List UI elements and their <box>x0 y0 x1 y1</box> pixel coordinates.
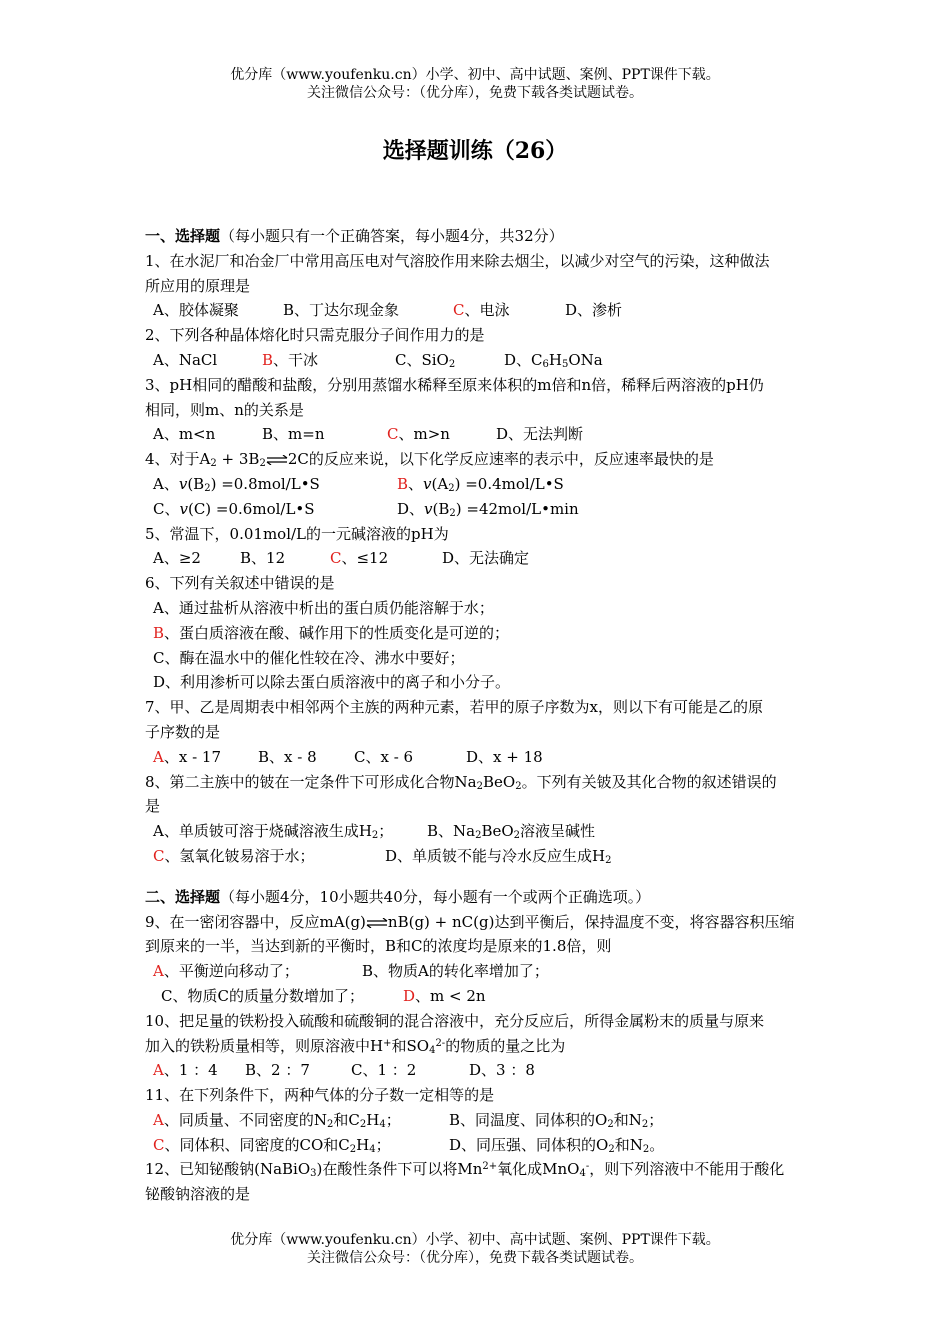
footer-line-1: 优分库（www.youfenku.cn）小学、初中、高中试题、案例、PPT课件下载。 <box>230 1232 720 1248</box>
q5-option-c-text: 、≤12 <box>341 549 389 568</box>
q12-sup-1: 2+ <box>482 1161 498 1173</box>
q9-answer-a: A <box>153 962 164 981</box>
q11-a-sub-1: 2 <box>326 1118 334 1130</box>
q11-b-mid: 和N <box>613 1110 642 1129</box>
q11-d-sub-2: 2 <box>642 1143 650 1155</box>
q11-d-sub-1: 2 <box>608 1143 615 1155</box>
q11-answer-c: C <box>153 1135 165 1154</box>
q5-answer-c: C <box>330 549 342 568</box>
q9-answer-d: D <box>403 986 416 1005</box>
q2-option-a: A、NaCl <box>153 350 218 369</box>
q11-option-c <box>153 1133 449 1158</box>
q10-option-d: D、3 ：8 <box>469 1061 535 1080</box>
q2-option-c-sub: 2 <box>448 358 456 370</box>
q12-stem-mid-2: 氧化成MnO <box>497 1160 580 1179</box>
q4-b-post: ) =0.4mol/L•S <box>454 474 564 493</box>
q1-stem-line-1: 1、在水泥厂和冶金厂中常用高压电对气溶胶作用来除去烟尘，以减少对空气的污染，这种做法 <box>145 251 770 270</box>
q1-stem-line-2: 所应用的原理是 <box>145 276 251 295</box>
q10-stem-post: 的物质的量之比为 <box>445 1036 566 1055</box>
q1-option-b: B、丁达尔现金象 <box>283 301 400 320</box>
q11-d-mid: 和N <box>614 1135 643 1154</box>
q8-b-sub-1: 2 <box>475 830 482 842</box>
q8-stem-line-2: 是 <box>145 797 161 816</box>
q10-stem-mid: 和SO <box>391 1036 430 1055</box>
q10-sub-1: 4 <box>429 1044 436 1056</box>
q2-d-part-2: H <box>548 350 562 369</box>
q11-a-post: ； <box>385 1110 401 1129</box>
q4-option-a <box>153 472 397 497</box>
q4-d-post: ) =42mol/L•min <box>455 499 579 518</box>
q4-c-v: v <box>179 499 188 518</box>
q10-stem-pre: 加入的铁粉质量相等，则原溶液中H <box>145 1036 384 1055</box>
q9-options-row-1 <box>145 959 843 984</box>
q8-a-pre: A、单质铍可溶于烧碱溶液生成H <box>153 822 372 841</box>
q4-d-sub: 2 <box>449 507 456 519</box>
q8-a-post: ； <box>378 822 394 841</box>
q8-stem-post: 。下列有关铍及其化合物的叙述错误的 <box>521 772 777 791</box>
q11-a-pre: 、同质量、不同密度的N <box>163 1110 327 1129</box>
q9-stem-pre: 9、在一密闭容器中，反应mA(g) <box>145 912 366 931</box>
q1-options <box>145 298 843 323</box>
q10-sup-2: 2- <box>435 1037 446 1049</box>
q9-stem-mid: nB(g) + nC(g) <box>387 912 495 931</box>
q10-stem-line-1: 10、把足量的铁粉投入硫酸和硫酸铜的混合溶液中，充分反应后，所得金属粉末的质量与原来 <box>145 1011 765 1030</box>
q11-b-sub-2: 2 <box>641 1118 649 1130</box>
header <box>0 66 950 102</box>
equilibrium-arrow-icon <box>266 455 288 465</box>
q4-option-c <box>153 497 397 522</box>
header-line-1: 优分库（www.youfenku.cn）小学、初中、高中试题、案例、PPT课件下载。 <box>230 67 720 83</box>
q3-option-c-text: 、m>n <box>398 425 450 444</box>
q11-options-row-2 <box>145 1133 843 1158</box>
footer <box>0 1231 950 1267</box>
section-1-note: （每小题只有一个正确答案，每小题4分，共32分） <box>220 227 564 245</box>
q8-answer-c: C <box>153 846 165 865</box>
q6-stem: 6、下列有关叙述中错误的是 <box>145 574 335 593</box>
q6-option-a: A、通过盐析从溶液中析出的蛋白质仍能溶解于水； <box>153 598 494 617</box>
q8-b-sub-2: 2 <box>513 830 521 842</box>
q8-b-pre: B、Na <box>427 822 476 841</box>
q2-option-d <box>504 348 603 373</box>
q8-stem-line-1 <box>145 770 843 795</box>
q8-b-post: 溶液呈碱性 <box>520 822 596 841</box>
q7-option-a <box>153 745 258 770</box>
q12-stem-line-1 <box>145 1157 843 1182</box>
q8-stem-pre: 8、第二主族中的铍在一定条件下可形成化合物Na <box>145 772 477 791</box>
q4-d-v: v <box>424 499 433 518</box>
q12-sub-1: 3 <box>310 1168 317 1180</box>
q4-options-row-2 <box>145 497 843 522</box>
q2-d-sub-1: 6 <box>542 358 549 370</box>
q4-d-txt: (B <box>432 499 450 518</box>
q4-stem-pre: 4、对于A <box>145 450 211 469</box>
header-line-2: 关注微信公众号：（优分库），免费下载各类试题试卷。 <box>307 85 643 101</box>
q4-stem-post: 的反应来说，以下化学反应速率的表示中，反应速率最快的是 <box>308 450 714 469</box>
q8-d-sub: 2 <box>605 854 612 866</box>
q4-d-label: D、 <box>397 499 425 518</box>
section-2-label: 二、选择题 <box>145 887 221 906</box>
q2-option-b-text: 、干冰 <box>273 350 319 369</box>
q6-option-c: C、酶在温水中的催化性较在冷、沸水中要好； <box>153 648 465 667</box>
q9-option-d <box>403 984 486 1009</box>
q4-b-sub: 2 <box>448 482 455 494</box>
q11-c-pre: 、同体积、同密度的CO和C <box>164 1135 350 1154</box>
q4-option-b <box>397 472 564 497</box>
q8-option-c-text: 、氢氧化铍易溶于水； <box>164 846 315 865</box>
section-2-note: （每小题4分，10小题共40分，每小题有一个或两个正确选项。） <box>220 887 651 906</box>
q11-c-sub-2: 4 <box>369 1143 376 1155</box>
q11-a-sub-2: 2 <box>359 1118 367 1130</box>
q4-a-txt: (B <box>187 474 205 493</box>
q8-sub-2: 2 <box>515 780 522 792</box>
q11-d-pre: D、同压强、同体积的O <box>449 1135 609 1154</box>
q8-option-a <box>153 819 427 844</box>
q5-option-b: B、12 <box>240 549 286 568</box>
q2-d-sub-2: 5 <box>561 358 569 370</box>
q8-stem-mid: BeO <box>483 772 516 791</box>
q3-option-c <box>387 422 496 447</box>
q9-option-b: B、物质A的转化率增加了； <box>362 962 549 981</box>
q8-a-sub: 2 <box>371 830 379 842</box>
q11-answer-a: A <box>153 1110 164 1129</box>
q3-option-b: B、m=n <box>262 425 325 444</box>
q4-a-post: ) =0.8mol/L•S <box>210 474 320 493</box>
q9-option-a <box>153 959 362 984</box>
q11-b-post: ； <box>648 1110 664 1129</box>
q8-option-d <box>385 844 611 869</box>
q9-stem-line-1 <box>145 910 843 935</box>
q4-sub-2: 2 <box>259 458 266 470</box>
q10-stem-line-2 <box>145 1034 843 1059</box>
q2-options <box>145 348 843 373</box>
q1-option-c <box>453 298 565 323</box>
footer-line-2: 关注微信公众号：（优分库），免费下载各类试题试卷。 <box>307 1250 643 1266</box>
section-1-label: 一、选择题 <box>145 227 221 245</box>
q3-option-d: D、无法判断 <box>496 425 584 444</box>
q12-sub-2: 4 <box>579 1168 586 1180</box>
q4-b-v: v <box>423 474 432 493</box>
q11-option-d <box>449 1133 664 1158</box>
q11-c-sub-1: 2 <box>349 1143 357 1155</box>
q1-option-d: D、渗析 <box>565 301 623 320</box>
equilibrium-arrow-icon <box>366 918 388 928</box>
q12-stem-pre: 12、已知铋酸钠(NaBiO <box>145 1160 311 1179</box>
q8-d-pre: D、单质铍不能与冷水反应生成H <box>385 846 606 865</box>
q10-option-a-text: 、1 ：4 <box>163 1061 218 1080</box>
q4-a-v: v <box>178 474 188 493</box>
q1-answer-c: C <box>453 301 465 320</box>
q2-stem: 2、下列各种晶体熔化时只需克服分子间作用力的是 <box>145 326 485 345</box>
q11-stem: 11、在下列条件下，两种气体的分子数一定相等的是 <box>145 1086 495 1105</box>
q10-option-b: B、2 ：7 <box>245 1061 310 1080</box>
q6-option-d: D、利用渗析可以除去蛋白质溶液中的离子和小分子。 <box>153 673 511 692</box>
q2-d-part-1: D、C <box>504 350 543 369</box>
q7-option-b: B、x - 8 <box>258 747 317 766</box>
q7-stem-line-2: 子序数的是 <box>145 722 221 741</box>
q7-option-c: C、x - 6 <box>354 747 414 766</box>
q4-a-label: A、 <box>153 474 179 493</box>
q11-a-mid-2: H <box>366 1110 380 1129</box>
q11-d-post: 。 <box>649 1135 665 1154</box>
q6-option-b <box>145 621 843 646</box>
section-2-heading <box>145 885 843 910</box>
q12-stem-line-2: 铋酸钠溶液的是 <box>145 1185 251 1204</box>
q7-option-a-text: 、x - 17 <box>163 747 221 766</box>
q5-stem: 5、常温下，0.01mol/L的一元碱溶液的pH为 <box>145 524 449 543</box>
q2-option-c-text: C、SiO <box>395 350 449 369</box>
section-1-heading <box>145 224 843 249</box>
q3-stem-line-2: 相同，则m、n的关系是 <box>145 400 304 419</box>
q8-options-row-1 <box>145 819 843 844</box>
q4-answer-b: B <box>397 474 409 493</box>
q3-option-a: A、m<n <box>153 425 216 444</box>
q4-options-row-1 <box>145 472 843 497</box>
q11-c-post: ； <box>375 1135 391 1154</box>
q9-option-c: C、物质C的质量分数增加了； <box>161 986 364 1005</box>
q4-stem-mid: + 3B <box>216 450 260 469</box>
q8-b-mid: BeO <box>481 822 514 841</box>
q3-answer-c: C <box>387 425 399 444</box>
q10-option-c: C、1 ：2 <box>351 1061 417 1080</box>
q10-option-a <box>153 1058 245 1083</box>
q9-stem-post: 达到平衡后，保持温度不变，将容器容积压缩 <box>494 912 795 931</box>
q4-a-sub: 2 <box>204 482 211 494</box>
q12-sup-2: - <box>585 1161 590 1173</box>
q7-option-d: D、x + 18 <box>466 747 543 766</box>
q7-answer-a: A <box>153 747 164 766</box>
q4-b-pre: 、 <box>408 474 424 493</box>
page-title: 选择题训练（26） <box>382 138 568 164</box>
q4-stem <box>145 447 843 472</box>
q3-options <box>145 422 843 447</box>
q4-option-d <box>397 497 579 522</box>
q12-stem-post: ，则下列溶液中不能用于酸化 <box>589 1160 785 1179</box>
q11-option-a <box>153 1108 449 1133</box>
q3-stem-line-1: 3、pH相同的醋酸和盐酸，分别用蒸馏水稀释至原来体积的m倍和n倍，稀释后两溶液的pH仍 <box>145 375 764 394</box>
question-content <box>145 224 843 1207</box>
q2-d-part-3: ONa <box>568 350 603 369</box>
q4-b-txt: (A <box>431 474 449 493</box>
q8-options-row-2 <box>145 844 843 869</box>
q11-b-pre: B、同温度、同体积的O <box>449 1110 608 1129</box>
q10-options <box>145 1058 843 1083</box>
q11-a-sub-3: 4 <box>379 1118 386 1130</box>
q5-options <box>145 546 843 571</box>
q6-answer-b: B <box>153 623 165 642</box>
q4-c-post: (C) =0.6mol/L•S <box>187 499 315 518</box>
q8-option-c <box>153 844 385 869</box>
q8-option-b <box>427 819 595 844</box>
q11-c-mid: H <box>356 1135 370 1154</box>
q11-b-sub-1: 2 <box>607 1118 614 1130</box>
q5-option-a: A、≥2 <box>153 549 201 568</box>
q10-answer-a: A <box>153 1061 164 1080</box>
q2-option-b <box>262 348 395 373</box>
q12-stem-mid: )在酸性条件下可以将Mn <box>316 1160 483 1179</box>
q4-c-label: C、 <box>153 499 180 518</box>
q2-option-c <box>395 348 504 373</box>
q11-a-mid: 和C <box>333 1110 360 1129</box>
q6-option-b-text: 、蛋白质溶液在酸、碱作用下的性质变化是可逆的； <box>164 623 510 642</box>
q9-stem-line-2: 到原来的一半，当达到新的平衡时，B和C的浓度均是原来的1.8倍，则 <box>145 937 612 956</box>
q9-option-a-text: 、平衡逆向移动了； <box>163 962 299 981</box>
q4-sub-1: 2 <box>210 458 217 470</box>
q2-answer-b: B <box>262 350 274 369</box>
q5-option-c <box>330 546 442 571</box>
q7-options <box>145 745 843 770</box>
q8-sub-1: 2 <box>476 780 483 792</box>
q9-options-row-2 <box>145 984 843 1009</box>
q9-option-d-text: 、m < 2n <box>415 986 486 1005</box>
q11-options-row-1 <box>145 1108 843 1133</box>
q5-option-d: D、无法确定 <box>442 549 530 568</box>
q4-product: 2C <box>287 450 309 469</box>
q1-option-a: A、胶体凝聚 <box>153 301 239 320</box>
q10-sup-1: + <box>383 1037 392 1049</box>
q11-option-b <box>449 1108 663 1133</box>
q1-option-c-text: 、电泳 <box>464 301 510 320</box>
q7-stem-line-1: 7、甲、乙是周期表中相邻两个主族的两种元素，若甲的原子序数为x，则以下有可能是乙的原 <box>145 698 764 717</box>
